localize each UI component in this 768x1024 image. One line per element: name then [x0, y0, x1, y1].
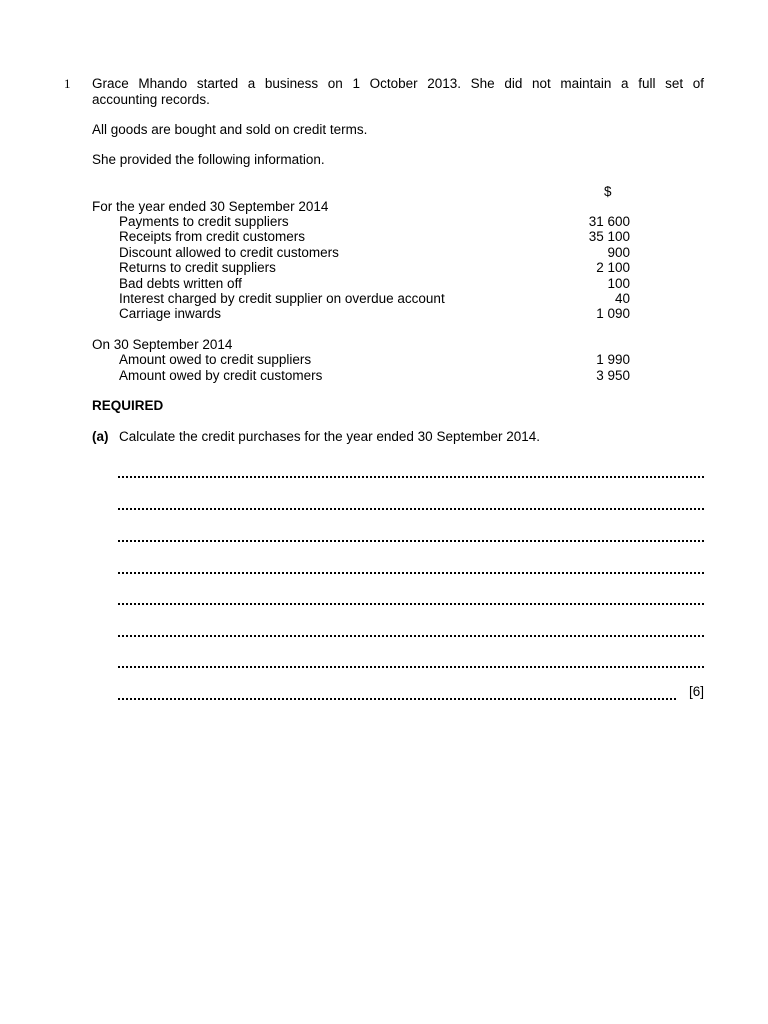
date-section-heading: On 30 September 2014 [92, 337, 233, 352]
item-label: Bad debts written off [119, 276, 242, 291]
answer-line[interactable] [118, 698, 676, 700]
answer-line[interactable] [118, 635, 704, 637]
year-section-heading: For the year ended 30 September 2014 [92, 199, 329, 214]
item-label: Amount owed to credit suppliers [119, 352, 312, 367]
part-a-label: (a) [92, 429, 109, 444]
item-value: 100 [607, 276, 630, 291]
item-label: Carriage inwards [119, 306, 222, 321]
item-value: 31 600 [588, 214, 630, 229]
intro-line-1: Grace Mhando started a business on 1 October 2013. She did not maintain a full set of [92, 76, 704, 91]
marks-allocation: [6] [688, 684, 704, 699]
part-a-text: Calculate the credit purchases for the year ended 30 September 2014. [119, 429, 541, 444]
item-label: Interest charged by credit supplier on overdue account [119, 291, 445, 306]
answer-line[interactable] [118, 508, 704, 510]
goods-statement: All goods are bought and sold on credit terms. [92, 122, 368, 137]
item-value: 40 [614, 291, 630, 306]
currency-header: $ [604, 184, 612, 199]
item-value: 1 990 [596, 352, 630, 367]
question-intro [92, 76, 704, 108]
answer-line[interactable] [118, 540, 704, 542]
question-number: 1 [64, 76, 71, 91]
answer-line[interactable] [118, 572, 704, 574]
item-label: Discount allowed to credit customers [119, 245, 339, 260]
required-heading: REQUIRED [92, 398, 164, 413]
item-value: 3 950 [596, 368, 630, 383]
item-value: 35 100 [588, 229, 630, 244]
intro-line-2: accounting records. [92, 92, 210, 107]
answer-line[interactable] [118, 666, 704, 668]
item-label: Payments to credit suppliers [119, 214, 289, 229]
item-value: 2 100 [596, 260, 630, 275]
item-value: 900 [607, 245, 630, 260]
item-label: Receipts from credit customers [119, 229, 306, 244]
item-label: Returns to credit suppliers [119, 260, 276, 275]
item-label: Amount owed by credit customers [119, 368, 323, 383]
provided-statement: She provided the following information. [92, 152, 325, 167]
item-value: 1 090 [596, 306, 630, 321]
answer-line[interactable] [118, 603, 704, 605]
answer-line[interactable] [118, 476, 704, 478]
